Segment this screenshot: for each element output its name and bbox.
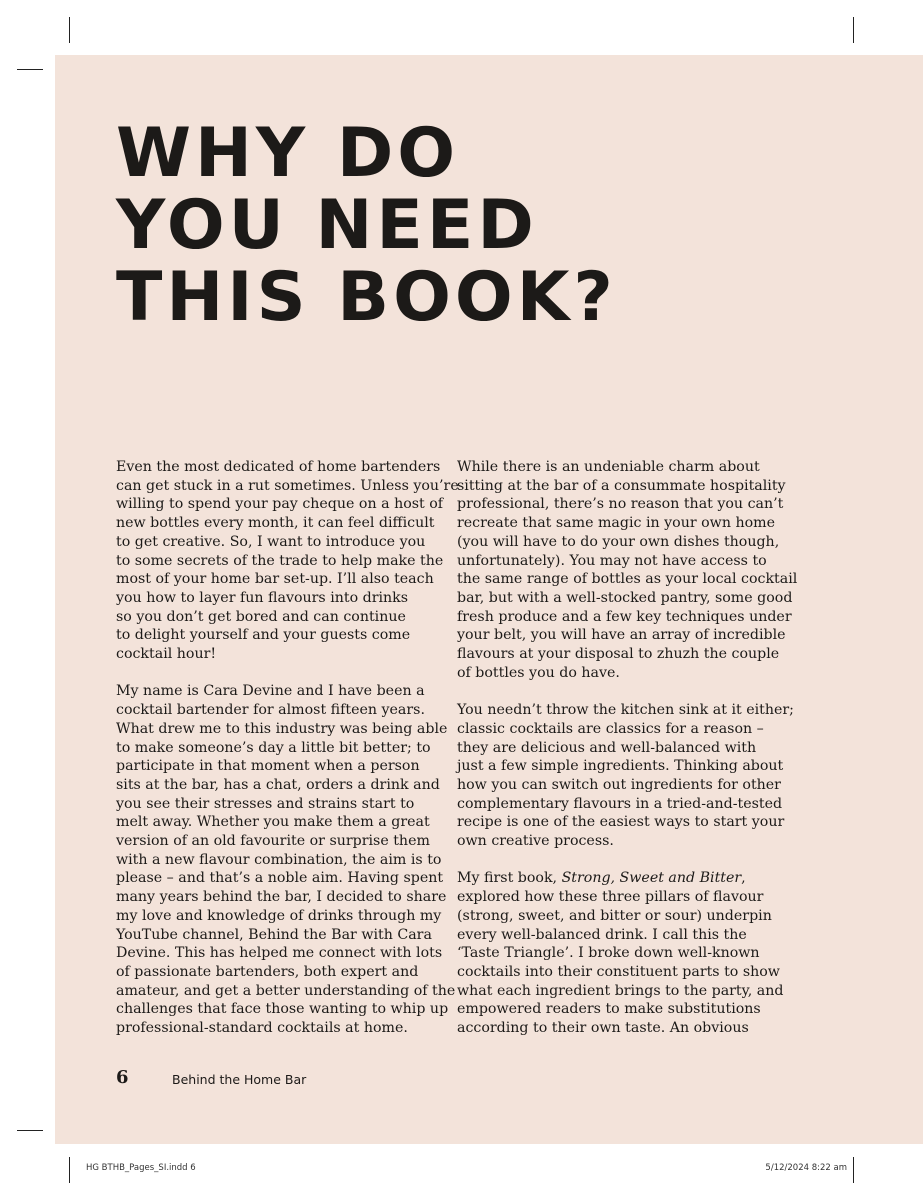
text-run: My first book, bbox=[457, 870, 562, 887]
text-line: the same range of bottles as your local cocktail bbox=[457, 571, 798, 588]
page-number: 6 bbox=[116, 1067, 129, 1088]
crop-mark bbox=[853, 17, 854, 43]
text-line: how you can switch out ingredients for other bbox=[457, 776, 781, 793]
paragraph bbox=[457, 458, 798, 682]
text-line: fresh produce and a few key techniques under bbox=[457, 608, 792, 625]
paragraph bbox=[457, 869, 787, 1037]
text-line: professional, there’s no reason that you can’t bbox=[457, 496, 784, 513]
title-line: THIS BOOK? bbox=[116, 258, 617, 337]
text-line: While there is an undeniable charm about bbox=[457, 459, 760, 475]
text-line: just a few simple ingredients. Thinking about bbox=[457, 758, 784, 775]
paragraph bbox=[116, 458, 459, 664]
text-line: you see their stresses and strains start to bbox=[116, 795, 415, 812]
text-line: please – and that’s a noble aim. Having spent bbox=[116, 870, 444, 887]
title-line: WHY DO bbox=[116, 114, 460, 193]
text-line: flavours at your disposal to zhuzh the couple bbox=[457, 646, 780, 663]
text-line: of passionate bartenders, both expert and bbox=[116, 963, 419, 980]
text-line: so you don’t get bored and can continue bbox=[116, 608, 406, 625]
right-column bbox=[457, 458, 798, 1056]
text-line: challenges that face those wanting to whip up bbox=[116, 1001, 449, 1018]
text-line: professional-standard cocktails at home. bbox=[116, 1020, 408, 1037]
crop-mark bbox=[853, 1157, 854, 1183]
text-line: (strong, sweet, and bitter or sour) underpin bbox=[457, 907, 772, 924]
text-line: recreate that same magic in your own home bbox=[457, 515, 775, 532]
text-line: your belt, you will have an array of incredible bbox=[457, 627, 786, 644]
crop-mark bbox=[69, 1157, 70, 1183]
text-line: most of your home bar set-up. I’ll also teach bbox=[116, 571, 434, 588]
text-line: bar, but with a well-stocked pantry, some good bbox=[457, 589, 793, 606]
text-line: willing to spend your pay cheque on a host of bbox=[116, 496, 444, 513]
text-line: (you will have to do your own dishes though, bbox=[457, 533, 780, 550]
crop-mark bbox=[69, 17, 70, 43]
text-line: to get creative. So, I want to introduce you bbox=[116, 533, 426, 550]
text-line: explored how these three pillars of flavour bbox=[457, 889, 764, 906]
text-line: cocktail bartender for almost fifteen years. bbox=[116, 702, 425, 719]
left-column bbox=[116, 458, 459, 1056]
text-line: sits at the bar, has a chat, orders a drink and bbox=[116, 776, 440, 793]
text-line: to delight yourself and your guests come bbox=[116, 627, 411, 644]
text-line: unfortunately). You may not have access to bbox=[457, 552, 767, 569]
page-title bbox=[116, 114, 617, 337]
text-line: with a new flavour combination, the aim is to bbox=[116, 851, 442, 868]
text-line: what each ingredient brings to the party, and bbox=[457, 982, 784, 999]
paragraph bbox=[116, 682, 456, 1037]
text-line: many years behind the bar, I decided to share bbox=[116, 889, 447, 906]
text-line: sitting at the bar of a consummate hospitality bbox=[457, 477, 786, 494]
running-head: Behind the Home Bar bbox=[172, 1072, 307, 1087]
text-line: melt away. Whether you make them a great bbox=[116, 814, 430, 831]
text-line: my love and knowledge of drinks through my bbox=[116, 907, 442, 924]
text-line: can get stuck in a rut sometimes. Unless you’re bbox=[116, 477, 459, 494]
text-line: of bottles you do have. bbox=[457, 664, 620, 681]
text-line: version of an old favourite or surprise them bbox=[116, 833, 430, 850]
text-line bbox=[457, 869, 787, 888]
crop-mark bbox=[17, 69, 43, 70]
text-line: cocktails into their constituent parts to show bbox=[457, 963, 780, 980]
crop-mark bbox=[17, 1130, 43, 1131]
text-line: What drew me to this industry was being able bbox=[116, 720, 448, 737]
text-line: to some secrets of the trade to help make the bbox=[116, 552, 444, 569]
text-line: complementary flavours in a tried-and-tested bbox=[457, 795, 783, 812]
text-line: participate in that moment when a person bbox=[116, 758, 420, 775]
slug-timestamp: 5/12/2024 8:22 am bbox=[765, 1163, 847, 1173]
paragraph bbox=[457, 701, 794, 851]
text-run: , bbox=[741, 870, 746, 887]
text-line: you how to layer fun flavours into drinks bbox=[116, 589, 409, 606]
text-line: classic cocktails are classics for a reason – bbox=[457, 720, 764, 737]
text-line: cocktail hour! bbox=[116, 646, 217, 663]
text-line: Devine. This has helped me connect with lots bbox=[116, 945, 443, 962]
book-title: Strong, Sweet and Bitter bbox=[561, 870, 742, 887]
text-line: they are delicious and well-balanced with bbox=[457, 739, 757, 756]
text-line: ‘Taste Triangle’. I broke down well-known bbox=[457, 945, 760, 962]
text-line: amateur, and get a better understanding of the bbox=[116, 982, 456, 999]
text-line: Even the most dedicated of home bartenders bbox=[116, 459, 441, 475]
text-line: You needn’t throw the kitchen sink at it either; bbox=[457, 702, 794, 719]
text-line: to make someone’s day a little bit better; to bbox=[116, 739, 431, 756]
title-line: YOU NEED bbox=[116, 186, 538, 265]
text-line: own creative process. bbox=[457, 833, 614, 850]
text-line: My name is Cara Devine and I have been a bbox=[116, 683, 425, 700]
text-line: YouTube channel, Behind the Bar with Cara bbox=[116, 926, 432, 943]
text-line: new bottles every month, it can feel difficult bbox=[116, 515, 435, 532]
text-line: empowered readers to make substitutions bbox=[457, 1001, 761, 1018]
slug-filename: HG BTHB_Pages_SI.indd 6 bbox=[86, 1163, 196, 1173]
text-line: according to their own taste. An obvious bbox=[457, 1020, 749, 1037]
text-line: every well-balanced drink. I call this the bbox=[457, 926, 747, 943]
text-line: recipe is one of the easiest ways to start your bbox=[457, 814, 785, 831]
